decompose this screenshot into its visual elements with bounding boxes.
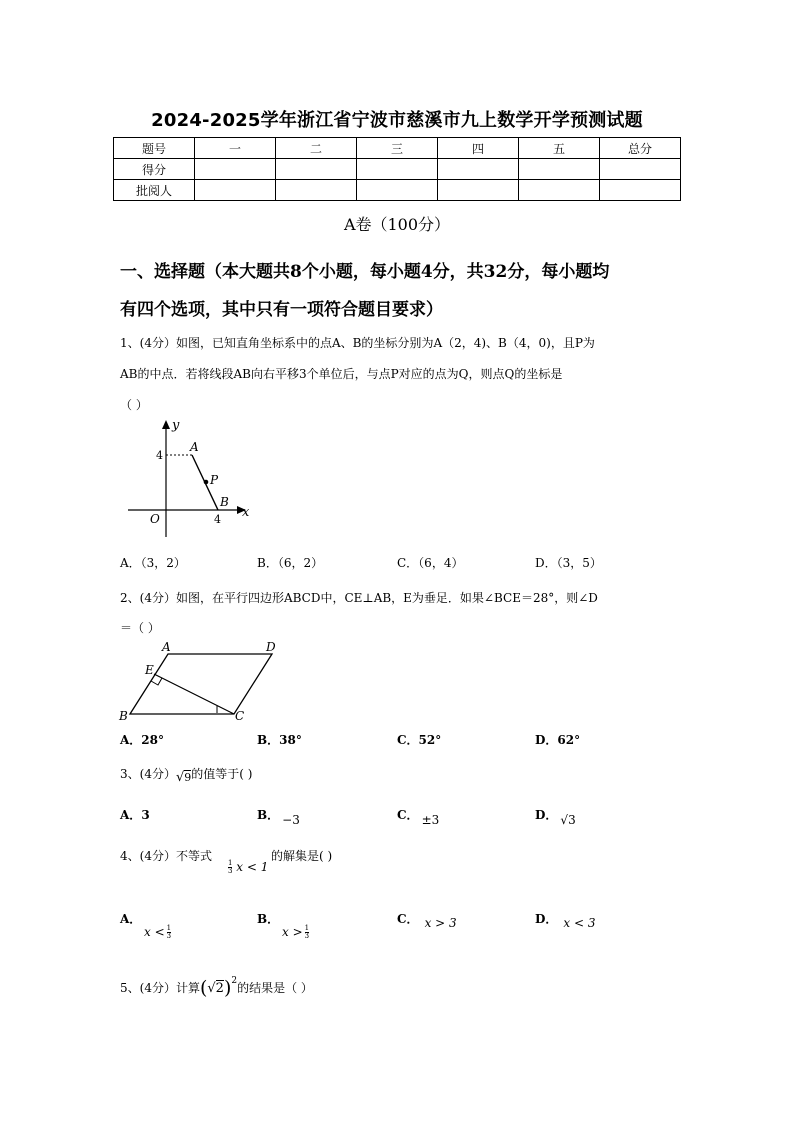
frac-den: 3 [304, 932, 310, 940]
q3-radicand: 9 [184, 771, 192, 784]
score-table [113, 137, 681, 201]
score-row-label: 得分 [114, 159, 195, 180]
score-header-cell: 二 [276, 138, 357, 159]
label-p: P [210, 473, 219, 487]
score-header-cell: 题号 [114, 138, 195, 159]
q4-option-b-value [282, 925, 309, 940]
score-cell[interactable] [357, 159, 438, 180]
option-value: √3 [560, 813, 576, 827]
score-cell[interactable] [438, 159, 519, 180]
q1-line3: （ ） [120, 398, 148, 412]
q4-fraction [228, 860, 232, 875]
y-axis-label: y [172, 418, 180, 433]
q4-option-a-value [144, 925, 171, 940]
q1-option-a[interactable]: A．（3，2） [120, 556, 186, 570]
section1-line2: 有四个选项，其中只有一项符合题目要求） [120, 300, 443, 320]
option-letter: A． [120, 808, 142, 822]
q5-suffix: 的结果是（ ） [237, 981, 313, 995]
score-table-header-row [114, 138, 681, 159]
score-cell[interactable] [600, 159, 681, 180]
label-o: O [150, 512, 160, 526]
frac-num: 1 [304, 924, 310, 932]
q3-text [120, 765, 253, 785]
tick-label-x4: 4 [214, 513, 221, 526]
q4-option-d[interactable] [535, 910, 596, 930]
option-letter: A． [120, 912, 142, 926]
score-header-cell: 三 [357, 138, 438, 159]
option-letter: D． [535, 912, 558, 926]
score-header-cell: 四 [438, 138, 519, 159]
q1-line1: 1、(4分）如图，已知直角坐标系中的点A、B的坐标分别为A（2，4)、B（4，0)，且P为 [120, 336, 595, 350]
q4-option-c[interactable] [397, 910, 457, 930]
score-cell[interactable] [276, 180, 357, 201]
score-header-cell: 五 [519, 138, 600, 159]
frac-num: 1 [166, 924, 172, 932]
q4-prefix: 4、(4分）不等式 [120, 849, 212, 863]
option-value: x < 3 [563, 916, 596, 930]
q5-sqrt: √2 [207, 981, 224, 996]
q4-ineq-body: x < 1 [236, 860, 269, 874]
q1-option-c[interactable]: C．（6，4） [397, 556, 464, 570]
q2-option-b[interactable]: B．38° [257, 733, 302, 747]
q3-sqrt: √9 [175, 770, 192, 785]
score-row-label: 批阅人 [114, 180, 195, 201]
q1-option-b[interactable]: B．（6，2） [257, 556, 324, 570]
label-b: B [119, 709, 128, 723]
q4-suffix: 的解集是( ) [271, 849, 333, 863]
frac-den: 3 [228, 867, 233, 875]
option-value: 3 [141, 808, 150, 822]
q2-text [120, 583, 598, 643]
q3-option-d[interactable] [535, 806, 576, 827]
tick-label-y4: 4 [156, 449, 163, 462]
x-axis-label: x [242, 505, 250, 520]
score-header-cell: 总分 [600, 138, 681, 159]
y-axis-arrow [162, 420, 170, 429]
q3-suffix: 的值等于( ) [191, 767, 253, 781]
option-value: x > [282, 925, 303, 939]
option-value: x < [144, 925, 165, 939]
q4-inequality [228, 860, 268, 875]
option-letter: C． [397, 912, 419, 926]
section-a-heading: A卷（100分） [343, 215, 451, 234]
q4-text [120, 847, 212, 864]
q2-parallelogram-figure [116, 636, 286, 726]
score-header-cell: 一 [195, 138, 276, 159]
score-cell[interactable] [519, 180, 600, 201]
q2-line2: ＝（ ） [120, 621, 160, 635]
q5-radicand: 2 [215, 981, 224, 996]
q5-text [120, 975, 313, 997]
option-letter: C． [397, 808, 419, 822]
option-value: −3 [282, 813, 300, 827]
label-c: C [235, 709, 245, 723]
score-cell[interactable] [195, 159, 276, 180]
q1-text [120, 328, 595, 421]
q1-line2: AB的中点．若将线段AB向右平移3个单位后，与点P对应的点为Q，则点Q的坐标是 [120, 367, 563, 381]
q3-prefix: 3、(4分） [120, 767, 176, 781]
paren-close: ) [223, 977, 232, 999]
frac-den: 3 [166, 932, 172, 940]
option-letter: B． [257, 808, 280, 822]
score-cell[interactable] [519, 159, 600, 180]
q5-exponent: 2 [231, 976, 238, 986]
score-cell[interactable] [438, 180, 519, 201]
page-title: 2024-2025学年浙江省宁波市慈溪市九上数学开学预测试题 [151, 110, 643, 131]
score-cell[interactable] [276, 159, 357, 180]
label-a: A [162, 640, 171, 654]
score-cell[interactable] [195, 180, 276, 201]
q5-prefix: 5、(4分）计算 [120, 981, 200, 995]
q2-line1: 2、(4分）如图，在平行四边形ABCD中，CE⊥AB，E为垂足．如果∠BCE＝28°，则∠D [120, 591, 598, 605]
q1-coordinate-figure [120, 415, 260, 545]
option-letter: B． [257, 912, 280, 926]
q1-option-d[interactable]: D．（3，5） [535, 556, 602, 570]
q3-option-b[interactable] [257, 806, 300, 827]
score-table-row [114, 180, 681, 201]
score-table-row [114, 159, 681, 180]
paren-open: ( [199, 977, 208, 999]
option-value: ±3 [421, 813, 440, 827]
label-e: E [145, 663, 154, 677]
section1-line1: 一、选择题（本大题共8个小题，每小题4分，共32分，每小题均 [120, 262, 610, 282]
q3-option-a[interactable] [120, 806, 150, 823]
segment-ce [154, 674, 234, 714]
label-b: B [220, 495, 229, 509]
option-value: x > 3 [424, 916, 457, 930]
q2-option-c[interactable]: C．52° [397, 733, 442, 747]
section1-heading [120, 253, 700, 329]
point-p [204, 480, 209, 485]
q3-option-c[interactable] [397, 806, 440, 827]
score-cell[interactable] [357, 180, 438, 201]
label-a: A [190, 440, 199, 454]
q2-option-d[interactable]: D．62° [535, 733, 581, 747]
q4-option-a[interactable] [120, 910, 141, 927]
label-d: D [266, 640, 276, 654]
q2-option-a[interactable]: A．28° [120, 733, 165, 747]
q4-option-b[interactable] [257, 910, 279, 927]
score-cell[interactable] [600, 180, 681, 201]
option-letter: D． [535, 808, 558, 822]
frac-num: 1 [228, 859, 233, 867]
